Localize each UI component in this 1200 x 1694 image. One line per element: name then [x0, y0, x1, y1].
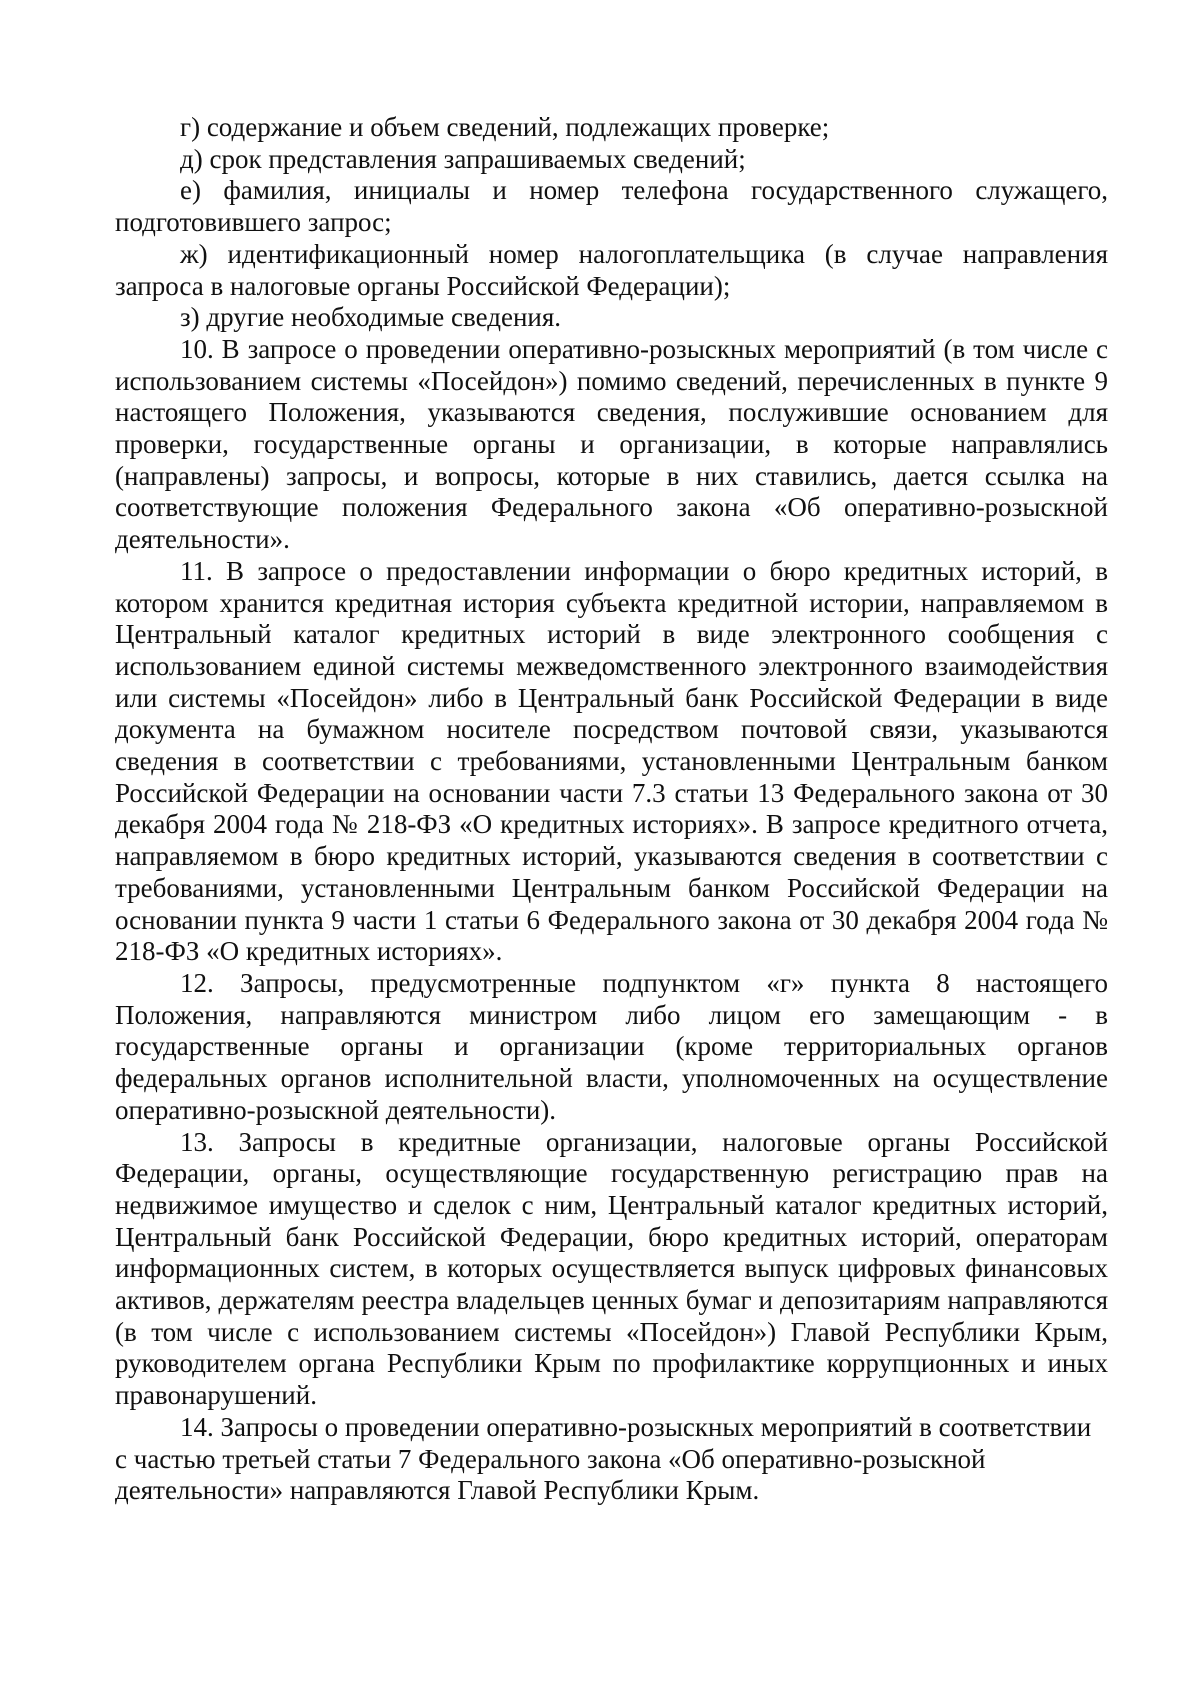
paragraph-clause-10: 10. В запросе о проведении оперативно-розыскных мероприятий (в том числе с использованием системы «Посейдон») помимо сведений, перечисленных в пункте 9 настоящего Положения, указываются сведения, послужившие основанием для проверки, государственные органы и организации, в которые направлялись (направлены) запросы, и вопросы, которые в них ставились, дается ссылка на соответствующие положения Федерального закона «Об оперативно-розыскной деятельности».	[115, 333, 1108, 555]
paragraph-item-z: з) другие необходимые сведения.	[180, 302, 562, 333]
document-body	[115, 112, 1108, 1507]
paragraph-item-e: е) фамилия, инициалы и номер телефона государственного служащего, подготовившего запрос;	[115, 175, 1108, 238]
paragraph-clause-12: 12. Запросы, предусмотренные подпунктом «г» пункта 8 настоящего Положения, направляются министром либо лицом его замещающим - в государственные органы и организации (кроме территориальных органов федеральных органов исполнительной власти, уполномоченных на осуществление оперативно-розыскной деятельности).	[115, 967, 1108, 1125]
paragraph-clause-14: 14. Запросы о проведении оперативно-розыскных мероприятий в соответствии с частью третьей статьи 7 Федерального закона «Об оперативно-розыскной деятельности» направляются Главой Республики Крым.	[115, 1411, 1092, 1506]
paragraph-item-zh: ж) идентификационный номер налогоплательщика (в случае направления запроса в налоговые органы Российской Федерации);	[115, 238, 1108, 301]
paragraph-clause-13: 13. Запросы в кредитные организации, налоговые органы Российской Федерации, органы, осуществляющие государственную регистрацию прав на недвижимое имущество и сделок с ним, Центральный каталог кредитных историй, Центральный банк Российской Федерации, бюро кредитных историй, операторам информационных систем, в которых осуществляется выпуск цифровых финансовых активов, держателям реестра владельцев ценных бумаг и депозитариям направляются (в том числе с использованием системы «Посейдон») Главой Республики Крым, руководителем органа Республики Крым по профилактике коррупционных и иных правонарушений.	[115, 1126, 1108, 1411]
paragraph-item-d: д) срок представления запрашиваемых сведений;	[180, 143, 746, 174]
paragraph-item-g: г) содержание и объем сведений, подлежащих проверке;	[180, 112, 830, 142]
paragraph-clause-11: 11. В запросе о предоставлении информации о бюро кредитных историй, в котором хранится кредитная история субъекта кредитной истории, направляемом в Центральный каталог кредитных историй в виде электронного сообщения с использованием единой системы межведомственного электронного взаимодействия или системы «Посейдон» либо в Центральный банк Российской Федерации в виде документа на бумажном носителе посредством почтовой связи, указываются сведения в соответствии с требованиями, установленными Центральным банком Российской Федерации на основании части 7.3 статьи 13 Федерального закона от 30 декабря 2004 года № 218-ФЗ «О кредитных историях». В запросе кредитного отчета, направляемом в бюро кредитных историй, указываются сведения в соответствии с требованиями, установленными Центральным банком Российской Федерации на основании пункта 9 части 1 статьи 6 Федерального закона от 30 декабря 2004 года № 218-ФЗ «О кредитных историях».	[115, 555, 1108, 967]
